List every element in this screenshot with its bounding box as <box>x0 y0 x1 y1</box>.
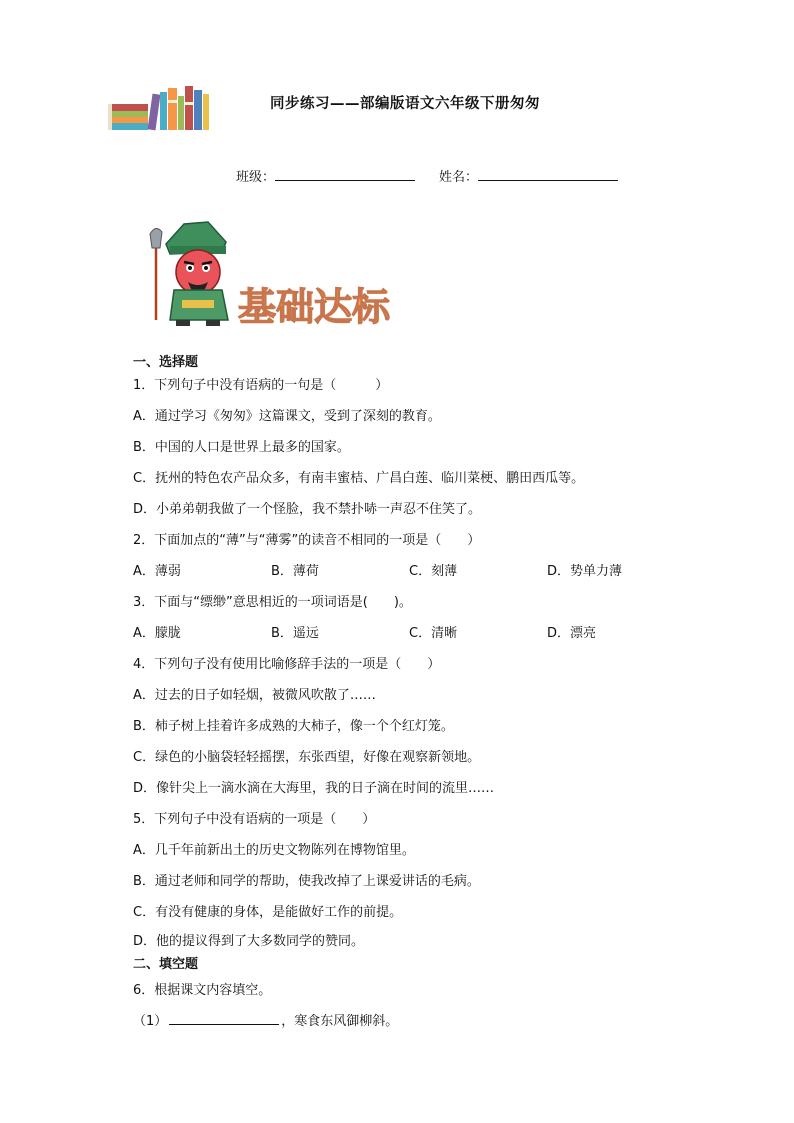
q6-stem: 6．根据课文内容填空。 <box>133 983 272 998</box>
name-blank[interactable] <box>478 166 618 181</box>
name-field <box>439 166 618 185</box>
q1-option-d[interactable]: D．小弟弟朝我做了一个怪脸，我不禁扑哧一声忍不住笑了。 <box>133 502 482 517</box>
name-label: 姓名： <box>439 170 479 185</box>
q2-options <box>133 556 753 587</box>
banner-text: 基础达标 <box>238 285 391 329</box>
class-label: 班级： <box>236 170 276 185</box>
page-title: 同步练习——部编版语文六年级下册匆匆 <box>270 96 540 112</box>
q4-option-d[interactable]: D．像针尖上一滴水滴在大海里，我的日子滴在时间的流里…… <box>133 781 495 796</box>
q6-1-number: （1） <box>133 1014 168 1029</box>
books-icon <box>106 82 210 132</box>
q1-option-b[interactable]: B．中国的人口是世界上最多的国家。 <box>133 440 350 455</box>
q6-1-blank[interactable] <box>169 1010 279 1025</box>
q3-options <box>133 618 753 649</box>
q2-option-d[interactable]: D．势单力薄 <box>547 564 623 579</box>
q1-stem: 1．下列句子中没有语病的一句是（ ） <box>133 378 389 393</box>
cartoon-general-icon <box>150 222 228 326</box>
q3-option-d[interactable]: D．漂亮 <box>547 626 597 641</box>
q6-1-line <box>133 1006 753 1037</box>
q3-option-b[interactable]: B．遥远 <box>271 626 319 641</box>
q5-stem: 5．下列句子中没有语病的一项是（ ） <box>133 812 376 827</box>
class-field <box>236 166 415 185</box>
section1-heading: 一、选择题 <box>133 355 199 370</box>
q2-stem: 2．下面加点的“薄”与“薄雾”的读音不相同的一项是（ ） <box>133 533 481 548</box>
q4-option-c[interactable]: C．绿色的小脑袋轻轻摇摆，东张西望，好像在观察新领地。 <box>133 750 481 765</box>
q5-option-c[interactable]: C．有没有健康的身体，是能做好工作的前提。 <box>133 905 403 920</box>
q3-option-c[interactable]: C．清晰 <box>409 626 458 641</box>
q4-stem: 4．下列句子没有使用比喻修辞手法的一项是（ ） <box>133 657 441 672</box>
q1-option-c[interactable]: C．抚州的特色农产品众多，有南丰蜜桔、广昌白莲、临川菜梗、鹏田西瓜等。 <box>133 471 585 486</box>
q2-option-a[interactable]: A．薄弱 <box>133 564 181 579</box>
class-blank[interactable] <box>275 166 415 181</box>
q5-option-d[interactable]: D．他的提议得到了大多数同学的赞同。 <box>133 934 365 949</box>
basic-standard-banner <box>142 216 442 334</box>
q3-stem: 3．下面与“缥缈”意思相近的一项词语是( )。 <box>133 595 412 610</box>
q4-option-b[interactable]: B．柿子树上挂着许多成熟的大柿子，像一个个红灯笼。 <box>133 719 454 734</box>
section2-heading: 二、填空题 <box>133 957 199 972</box>
q2-option-c[interactable]: C．刻薄 <box>409 564 458 579</box>
questions-area <box>133 352 753 1037</box>
q5-option-a[interactable]: A．几千年前新出土的历史文物陈列在博物馆里。 <box>133 843 415 858</box>
q2-option-b[interactable]: B．薄荷 <box>271 564 319 579</box>
q5-option-b[interactable]: B．通过老师和同学的帮助，使我改掉了上课爱讲话的毛病。 <box>133 874 480 889</box>
q1-option-a[interactable]: A．通过学习《匆匆》这篇课文，受到了深刻的教育。 <box>133 409 441 424</box>
q6-1-text: ，寒食东风御柳斜。 <box>281 1014 399 1029</box>
q4-option-a[interactable]: A．过去的日子如轻烟，被微风吹散了…… <box>133 688 376 703</box>
q3-option-a[interactable]: A．朦胧 <box>133 626 181 641</box>
